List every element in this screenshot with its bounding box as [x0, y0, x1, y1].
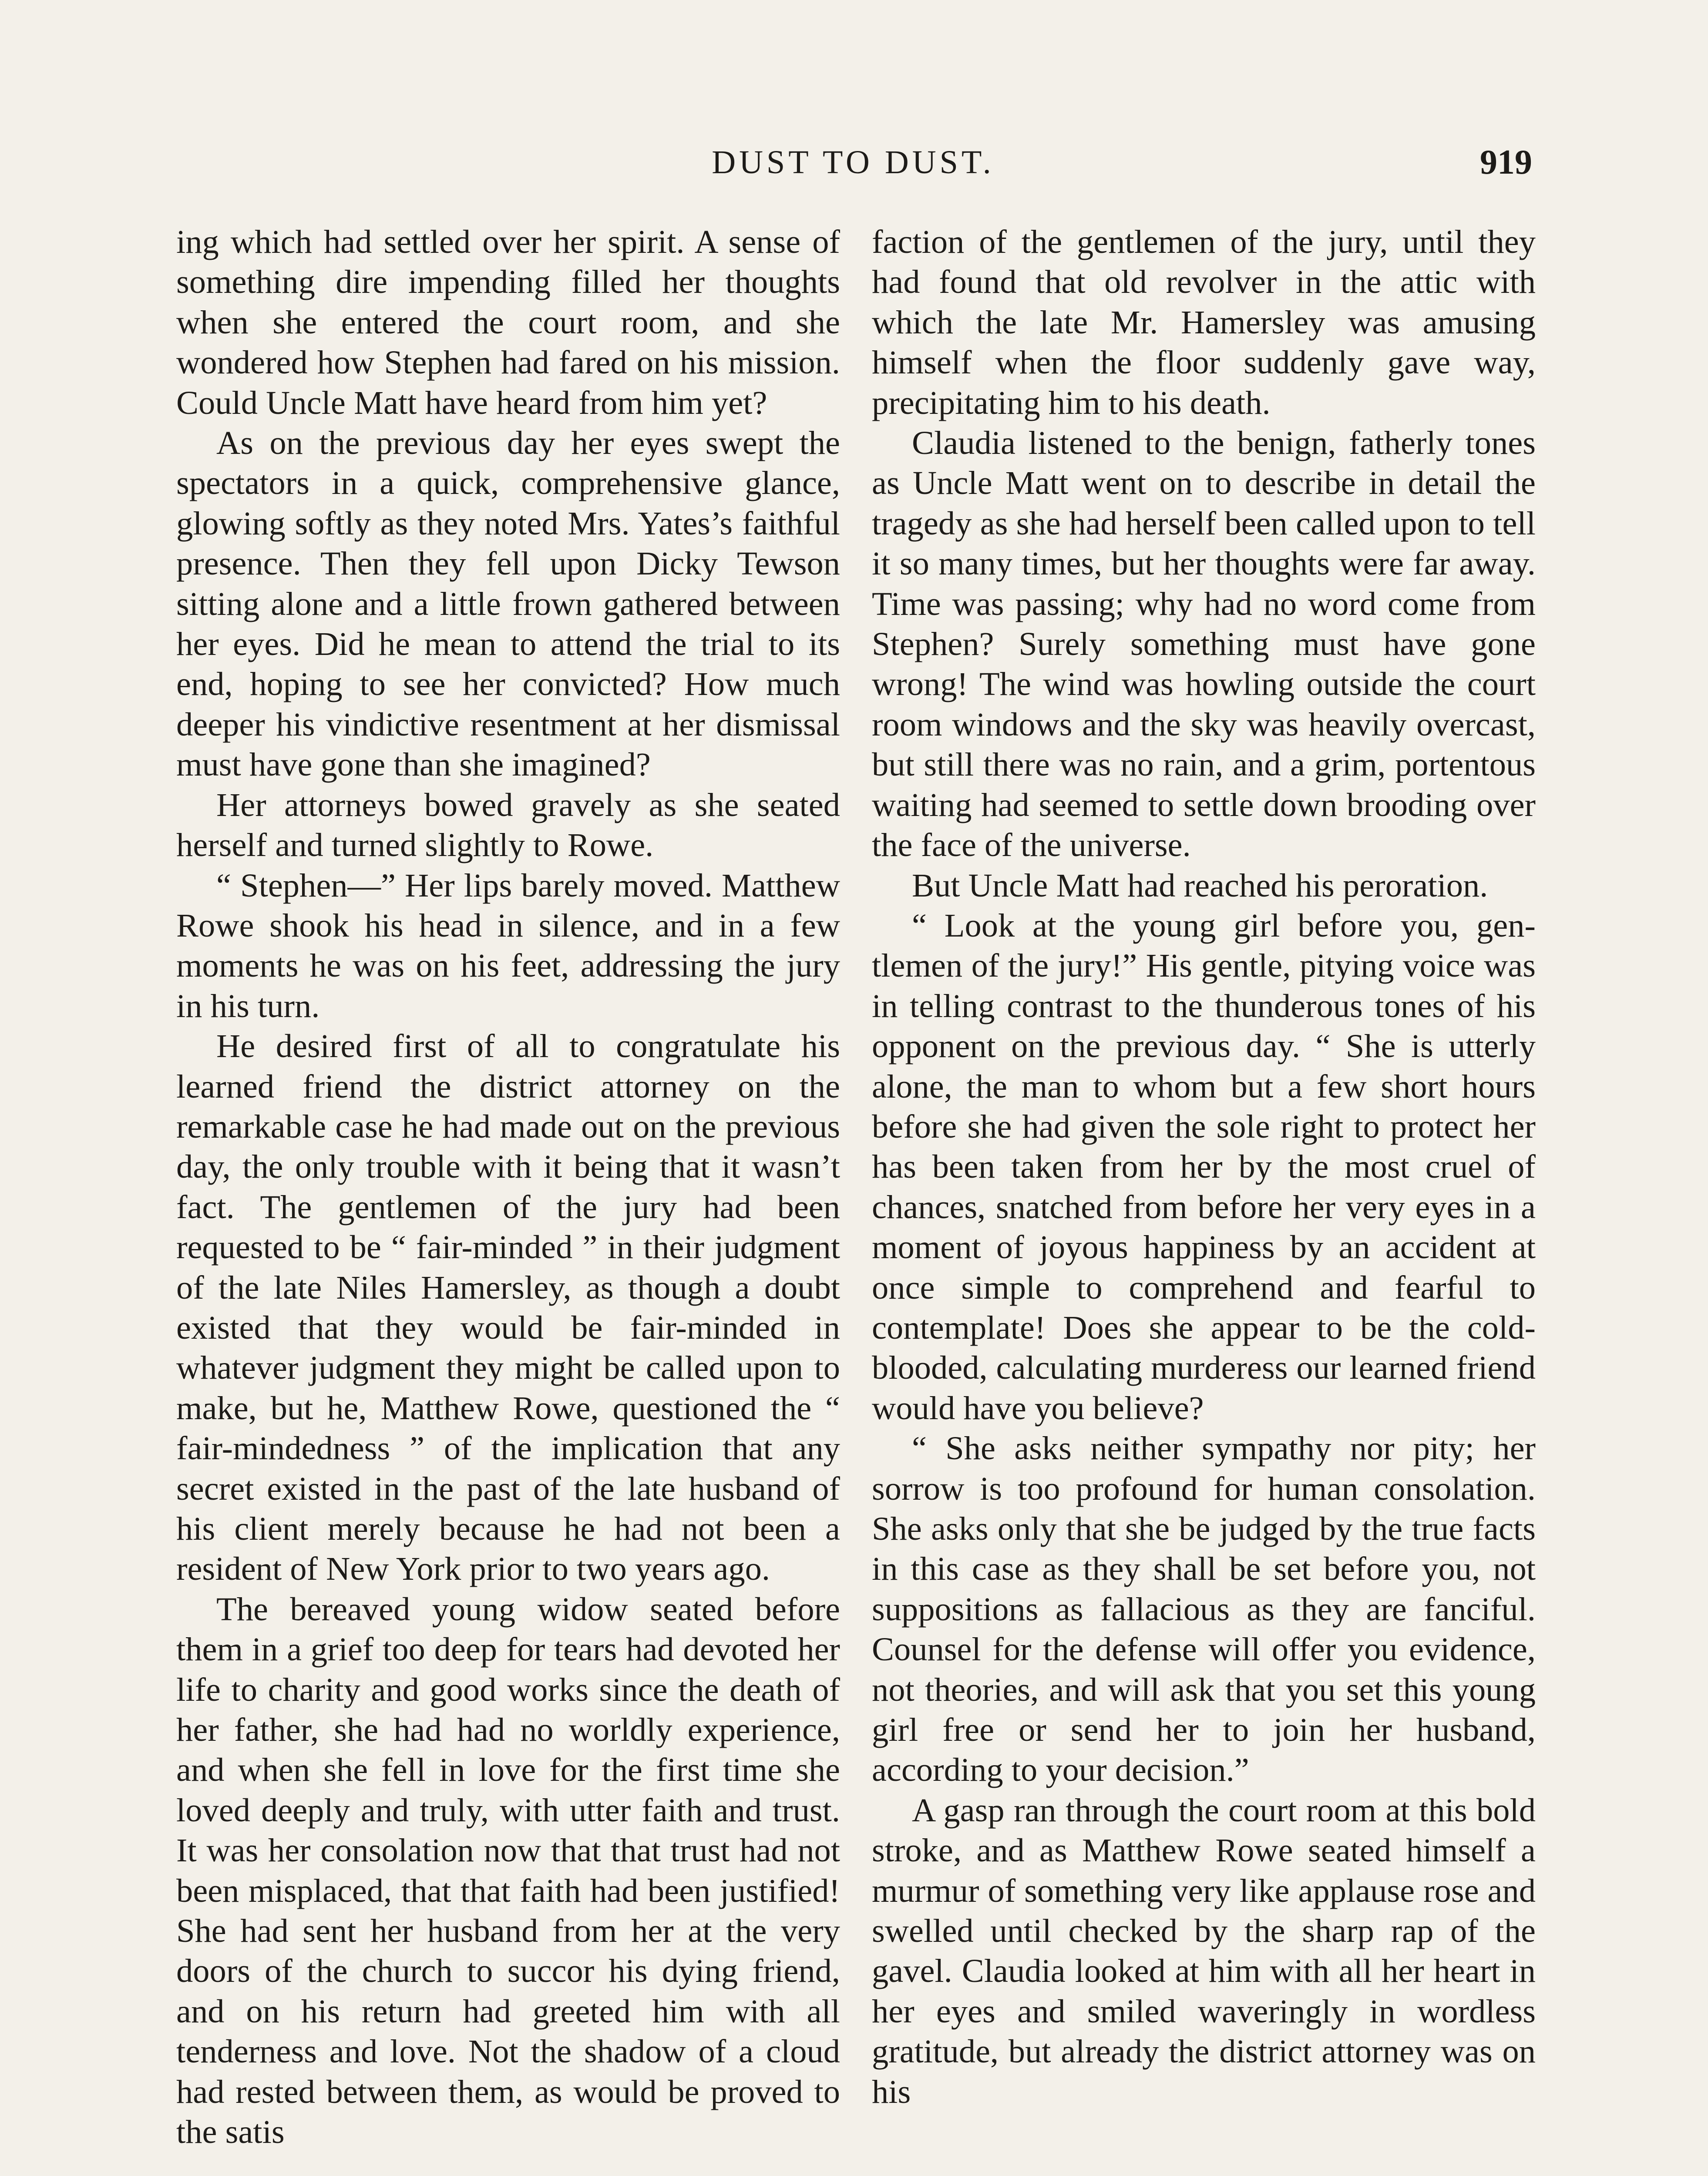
left-column — [176, 222, 840, 2152]
paragraph: A gasp ran through the court room at this bold stroke, and as Matthew Rowe seated himself a murmur of something very like applause rose and swelled until checked by the sharp rap of the gavel. Claudia looked at him with all her heart in her eyes and smiled waveringly in wordless gratitude, but already the district attorney was on his — [872, 1791, 1536, 2110]
paragraph: “ Stephen—” Her lips barely moved. Matthew Rowe shook his head in silence, and in a few moments he was on his feet, addressing the jury in his turn. — [176, 866, 840, 1024]
paragraph: “ Look at the young girl before you, gentlemen of the jury!” His gentle, pitying voice was in telling contrast to the thunderous tones of his opponent on the previous day. “ She is utterly alone, the man to whom but a few short hours before she had given the sole right to protect her has been taken from her by the most cruel of chances, snatched from before her very eyes in a moment of joyous happiness by an accident at once simple to comprehend and fearful to contemplate! Does she appear to be the cold-blooded, calculating murderess our learned friend would have you believe? — [872, 907, 1536, 1427]
running-head — [174, 138, 1532, 186]
paragraph: faction of the gentlemen of the jury, until they had found that old revolver in the attic with which the late Mr. Hamersley was amusing himself when the floor suddenly gave way, precipitating him to his death. — [872, 223, 1536, 421]
paragraph: He desired first of all to congratulate his learned friend the district attorney on the remarkable case he had made out on the previous day, the only trouble with it being that it wasn’t fact. The gentlemen of the jury had been requested to be “ fair-minded ” in their judgment of the late Niles Hamersley, as though a doubt existed that they would be fair-minded in whatever judgment they might be called upon to make, but he, Matthew Rowe, questioned the “ fair-mindedness ” of the implication that any secret existed in the past of the late husband of his client merely because he had not been a resident of New York prior to two years ago. — [176, 1028, 840, 1588]
paragraph: But Uncle Matt had reached his peroration. — [912, 866, 1488, 904]
right-column — [872, 222, 1536, 2112]
paragraph: As on the previous day her eyes swept the spectators in a quick, comprehensive glance, glowing softly as they noted Mrs. Yates’s faithful presence. Then they fell upon Dicky Tewson sitting alone and a little frown gathered between her eyes. Did he mean to attend the trial to its end, hoping to see her convicted? How much deeper his vindictive resentment at her dismissal must have gone than she imagined? — [176, 424, 840, 783]
paragraph: ing which had settled over her spirit. A sense of something dire impending filled her thoughts when she entered the court room, and she wondered how Stephen had fared on his mission. Could Uncle Matt have heard from him yet? — [176, 223, 840, 421]
paragraph: “ She asks neither sympathy nor pity; her sorrow is too profound for human consolation. She asks only that she be judged by the true facts in this case as they shall be set before you, not suppositions as fallacious as they are fanciful. Counsel for the defense will offer you evidence, not theories, and will ask that you set this young girl free or send her to join her husband, according to your decision.” — [872, 1430, 1536, 1789]
page-title: DUST TO DUST. — [712, 144, 995, 181]
paragraph: Her attorneys bowed gravely as she seated herself and turned slightly to Rowe. — [176, 786, 840, 864]
paragraph: The bereaved young widow seated before them in a grief too deep for tears had devoted her life to charity and good works since the death of her father, she had had no worldly experience, and when she fell in love for the first time she loved deeply and truly, with utter faith and trust. It was her consolation now that that trust had not been misplaced, that that faith had been justified! She had sent her husband from her at the very doors of the church to succor his dying friend, and on his return had greeted him with all tenderness and love. Not the shadow of a cloud had rested between them, as would be proved to the satis — [176, 1590, 840, 2151]
paragraph: Claudia listened to the benign, fatherly tones as Uncle Matt went on to describe in detail the tragedy as she had herself been called upon to tell it so many times, but her thoughts were far away. Time was passing; why had no word come from Stephen? Surely something must have gone wrong! The wind was howling outside the court room windows and the sky was heavily overcast, but still there was no rain, and a grim, portentous waiting had seemed to settle down brooding over the face of the universe. — [872, 424, 1536, 864]
page-number: 919 — [1480, 143, 1532, 181]
